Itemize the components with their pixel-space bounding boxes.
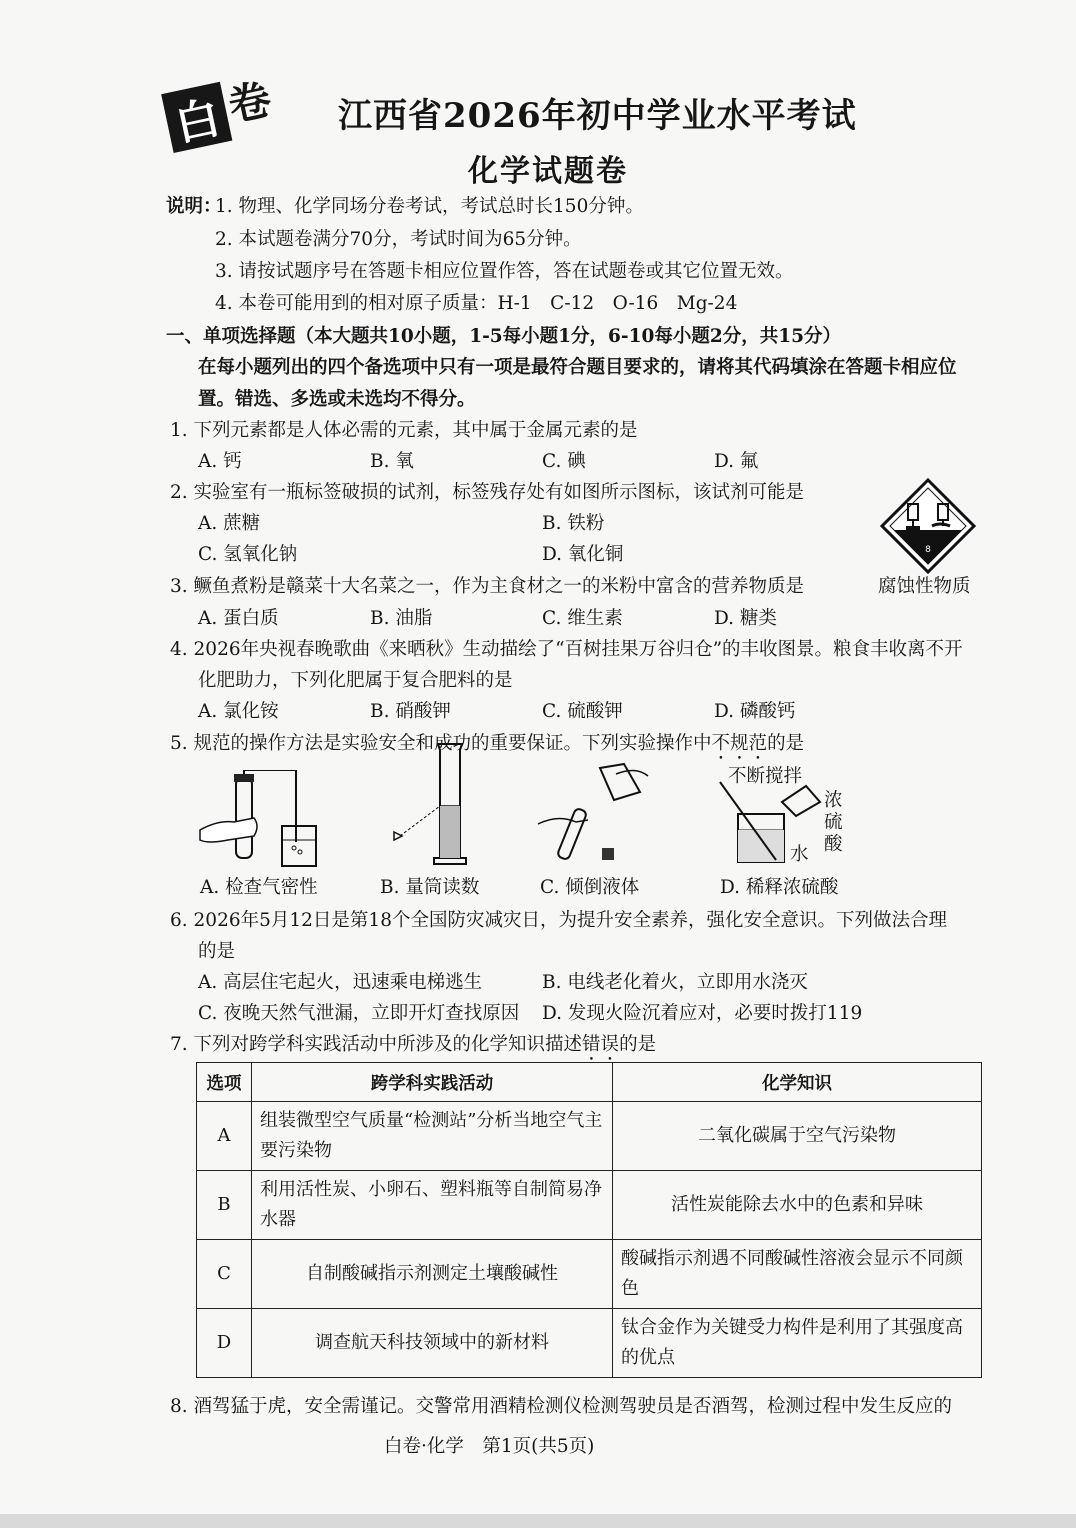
scan-edge-divider bbox=[0, 1514, 1076, 1528]
table-row bbox=[197, 1171, 982, 1240]
badge-left: 白 bbox=[161, 82, 232, 153]
q7-stem-post: 的是 bbox=[619, 1034, 657, 1055]
q5-option-b: B. 量筒读数 bbox=[380, 877, 480, 898]
q4-option-b: B. 硝酸钾 bbox=[370, 701, 451, 722]
q1-stem: 1. 下列元素都是人体必需的元素，其中属于金属元素的是 bbox=[170, 420, 638, 441]
table-row bbox=[197, 1102, 982, 1171]
notes-label: 说明： bbox=[166, 196, 222, 217]
figure-airtightness-check bbox=[198, 770, 348, 870]
q7-row-c-knowledge: 酸碱指示剂遇不同酸碱性溶液会显示不同颜色 bbox=[613, 1240, 982, 1309]
q6-option-b: B. 电线老化着火，立即用水浇灭 bbox=[542, 972, 808, 993]
q1-option-b: B. 氧 bbox=[370, 451, 414, 472]
q7-row-d-activity: 调查航天科技领域中的新材料 bbox=[252, 1309, 613, 1378]
figure-graduated-cylinder bbox=[388, 740, 498, 868]
q6-stem-line1: 6. 2026年5月12日是第18个全国防灾减灾日，为提升安全素养，强化安全意识。下列做法合理 bbox=[170, 910, 947, 931]
q7-row-b-activity: 利用活性炭、小卵石、塑料瓶等自制简易净水器 bbox=[252, 1171, 613, 1240]
q6-option-c: C. 夜晚天然气泄漏，立即开灯查找原因 bbox=[198, 1003, 520, 1024]
q1-option-c: C. 碘 bbox=[542, 451, 586, 472]
hazard-class-number: 8 bbox=[925, 545, 931, 555]
q7-stem-pre: 7. 下列对跨学科实践活动中所涉及的化学知识描述 bbox=[170, 1034, 583, 1055]
q5-stem-pre: 5. 规范的操作方法是实验安全和成功的重要保证。下列实验操作中 bbox=[170, 733, 712, 754]
q4-option-c: C. 硫酸钾 bbox=[542, 701, 623, 722]
q5-option-d: D. 稀释浓硫酸 bbox=[720, 877, 839, 898]
section-instruction-2: 置。错选、多选或未选均不得分。 bbox=[198, 389, 476, 410]
q7-row-d-option: D bbox=[197, 1309, 252, 1378]
q7-table-header bbox=[197, 1063, 982, 1102]
page-title: 江西省2026年初中学业水平考试 bbox=[338, 96, 857, 136]
q6-stem-line2: 的是 bbox=[198, 941, 236, 962]
label-concentrated-acid: 浓硫酸 bbox=[824, 790, 843, 855]
q7-row-b-knowledge: 活性炭能除去水中的色素和异味 bbox=[613, 1171, 982, 1240]
q7-header-option: 选项 bbox=[197, 1063, 252, 1102]
q8-stem: 8. 酒驾猛于虎，安全需谨记。交警常用酒精检测仪检测驾驶员是否酒驾，检测过程中发生反应的 bbox=[170, 1396, 953, 1417]
page-subtitle: 化学试题卷 bbox=[468, 154, 628, 189]
table-row bbox=[197, 1240, 982, 1309]
q5-option-a: A. 检查气密性 bbox=[200, 877, 318, 898]
q4-stem-line2: 化肥助力，下列化肥属于复合肥料的是 bbox=[198, 670, 513, 691]
q2-stem: 2. 实验室有一瓶标签破损的试剂，标签残存处有如图所示图标，该试剂可能是 bbox=[170, 482, 805, 503]
note-3: 3. 请按试题序号在答题卡相应位置作答，答在试题卷或其它位置无效。 bbox=[215, 261, 794, 282]
q7-row-a-activity: 组装微型空气质量“检测站”分析当地空气主要污染物 bbox=[252, 1102, 613, 1171]
section-heading: 一、单项选择题（本大题共10小题，1-5每小题1分，6-10每小题2分，共15分） bbox=[166, 326, 841, 347]
q5-stem-emphasis: 不规范 bbox=[711, 733, 768, 754]
table-row bbox=[197, 1309, 982, 1378]
q7-row-a-option: A bbox=[197, 1102, 252, 1171]
q4-stem-line1: 4. 2026年央视春晚歌曲《来晒秋》生动描绘了“百树挂果万谷归仓”的丰收图景。粮食丰收离不开 bbox=[170, 639, 963, 660]
label-water: 水 bbox=[790, 844, 809, 865]
q1-option-d: D. 氟 bbox=[714, 451, 759, 472]
q7-row-c-option: C bbox=[197, 1240, 252, 1309]
corrosive-caption: 腐蚀性物质 bbox=[878, 576, 971, 597]
q5-stem-post: 的是 bbox=[767, 733, 805, 754]
q6-option-a: A. 高层住宅起火，迅速乘电梯逃生 bbox=[198, 972, 483, 993]
note-1: 1. 物理、化学同场分卷考试，考试总时长150分钟。 bbox=[215, 196, 644, 217]
q7-row-b-option: B bbox=[197, 1171, 252, 1240]
figure-pouring-liquid bbox=[536, 762, 656, 868]
q2-option-d: D. 氧化铜 bbox=[542, 544, 624, 565]
badge-right: 卷 bbox=[224, 74, 276, 131]
q6-option-d: D. 发现火险沉着应对，必要时拨打119 bbox=[542, 1003, 863, 1024]
q7-stem bbox=[170, 1030, 656, 1065]
q7-header-activity: 跨学科实践活动 bbox=[252, 1063, 613, 1102]
paper-type-badge bbox=[160, 63, 285, 159]
q2-option-b: B. 铁粉 bbox=[542, 513, 605, 534]
note-2: 2. 本试题卷满分70分，考试时间为65分钟。 bbox=[215, 229, 582, 250]
q4-option-d: D. 磷酸钙 bbox=[714, 701, 796, 722]
note-4: 4. 本卷可能用到的相对原子质量：H-1 C-12 O-16 Mg-24 bbox=[215, 293, 738, 314]
q7-table bbox=[196, 1062, 982, 1378]
corrosive-hazard-icon bbox=[880, 478, 976, 574]
page-footer: 白卷·化学 第1页(共5页) bbox=[384, 1436, 595, 1457]
q4-option-a: A. 氯化铵 bbox=[198, 701, 279, 722]
q1-option-a: A. 钙 bbox=[198, 451, 242, 472]
q5-option-c: C. 倾倒液体 bbox=[540, 877, 640, 898]
section-instruction-1: 在每小题列出的四个备选项中只有一项是最符合题目要求的，请将其代码填涂在答题卡相应位 bbox=[198, 357, 957, 378]
q7-row-c-activity: 自制酸碱指示剂测定土壤酸碱性 bbox=[252, 1240, 613, 1309]
q3-option-b: B. 油脂 bbox=[370, 608, 433, 629]
q3-option-c: C. 维生素 bbox=[542, 608, 623, 629]
q7-row-d-knowledge: 钛合金作为关键受力构件是利用了其强度高的优点 bbox=[613, 1309, 982, 1378]
q7-header-knowledge: 化学知识 bbox=[613, 1063, 982, 1102]
label-keep-stirring: 不断搅拌 bbox=[728, 766, 803, 787]
q2-option-c: C. 氢氧化钠 bbox=[198, 544, 298, 565]
q3-option-d: D. 糖类 bbox=[714, 608, 777, 629]
q3-stem: 3. 鳜鱼煮粉是赣菜十大名菜之一，作为主食材之一的米粉中富含的营养物质是 bbox=[170, 576, 805, 597]
q7-stem-emphasis: 错误 bbox=[582, 1034, 620, 1055]
q7-row-a-knowledge: 二氧化碳属于空气污染物 bbox=[613, 1102, 982, 1171]
q2-option-a: A. 蔗糖 bbox=[198, 513, 261, 534]
figure-diluting-acid bbox=[716, 778, 826, 866]
q3-option-a: A. 蛋白质 bbox=[198, 608, 279, 629]
